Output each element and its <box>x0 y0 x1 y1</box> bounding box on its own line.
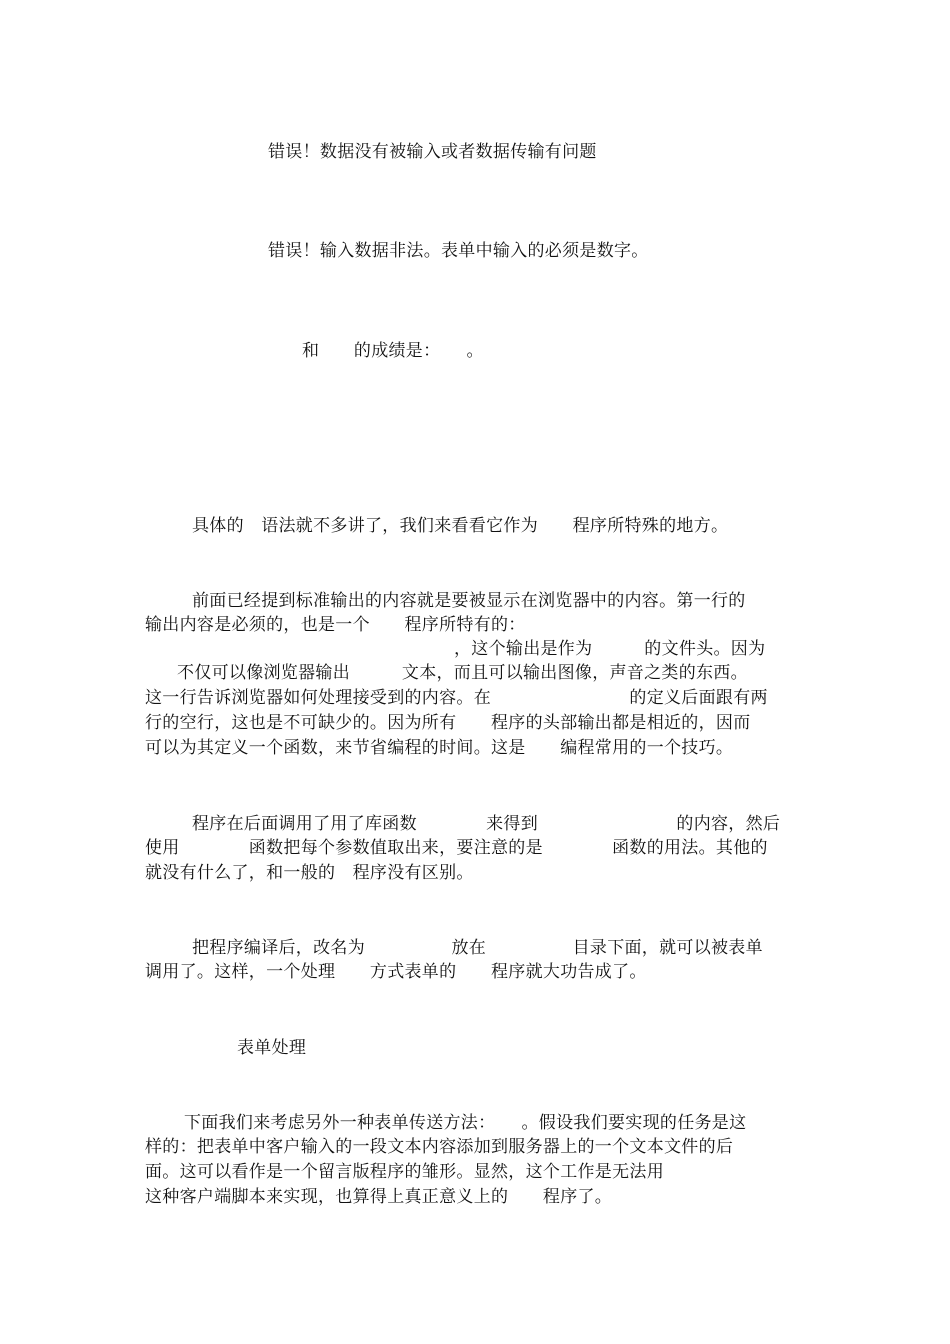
paragraph-2-line-6: 行的空行，这也是不可缺少的。因为所有 程序的头部输出都是相近的，因而 <box>145 713 751 733</box>
paragraph-3-line-2: 使用 函数把每个参数值取出来，要注意的是 函数的用法。其他的 <box>145 838 768 858</box>
paragraph-2-line-7: 可以为其定义一个函数，来节省编程的时间。这是 编程常用的一个技巧。 <box>145 738 734 758</box>
paragraph-5-line-3: 面。这可以看作是一个留言版程序的雏形。显然，这个工作是无法用 <box>145 1162 664 1182</box>
paragraph-2-line-4: 不仅可以像浏览器输出 文本，而且可以输出图像，声音之类的东西。 <box>177 663 748 683</box>
score-result-line: 和 的成绩是： 。 <box>302 341 484 361</box>
error-message-invalid-input: 错误！输入数据非法。表单中输入的必须是数字。 <box>268 241 649 261</box>
paragraph-4-line-2: 调用了。这样，一个处理 方式表单的 程序就大功告成了。 <box>145 962 647 982</box>
paragraph-3-line-1: 程序在后面调用了用了库函数 来得到 的内容，然后 <box>192 814 781 834</box>
paragraph-5-line-1: 下面我们来考虑另外一种表单传送方法： 。假设我们要实现的任务是这 <box>184 1113 747 1133</box>
paragraph-2-line-5: 这一行告诉浏览器如何处理接受到的内容。在 的定义后面跟有两 <box>145 688 768 708</box>
paragraph-5-line-4: 这种客户端脚本来实现，也算得上真正意义上的 程序了。 <box>145 1187 613 1207</box>
error-message-no-data: 错误！数据没有被输入或者数据传输有问题 <box>268 142 597 162</box>
paragraph-2-line-1: 前面已经提到标准输出的内容就是要被显示在浏览器中的内容。第一行的 <box>192 591 746 611</box>
paragraph-5-line-2: 样的：把表单中客户输入的一段文本内容添加到服务器上的一个文本文件的后 <box>145 1137 734 1157</box>
section-heading: 表单处理 <box>237 1038 307 1058</box>
paragraph-2-line-3: ，这个输出是作为 的文件头。因为 <box>454 639 766 659</box>
paragraph-4-line-1: 把程序编译后，改名为 放在 目录下面，就可以被表单 <box>192 938 763 958</box>
paragraph-2-line-2: 输出内容是必须的，也是一个 程序所特有的： <box>145 615 526 635</box>
paragraph-3-line-3: 就没有什么了，和一般的 程序没有区别。 <box>145 863 474 883</box>
paragraph-1-line-1: 具体的 语法就不多讲了，我们来看看它作为 程序所特殊的地方。 <box>192 516 729 536</box>
